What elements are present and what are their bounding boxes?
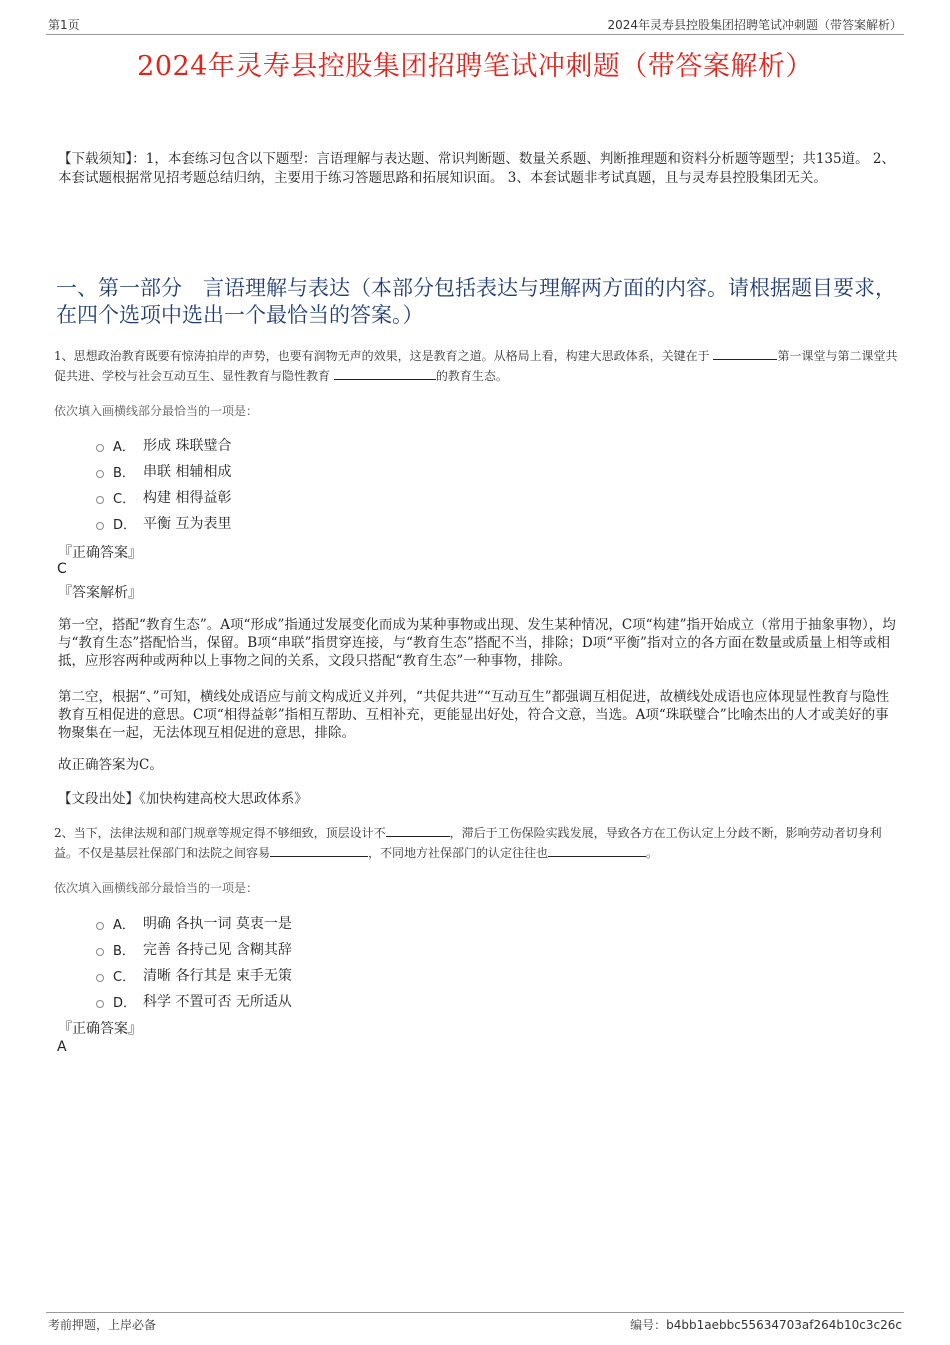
- q1-option-a[interactable]: [96, 432, 231, 458]
- q2-stem-part-d: 。: [646, 846, 659, 860]
- option-letter: D．: [113, 517, 137, 533]
- section-heading: 一、第一部分 言语理解与表达（本部分包括表达与理解两方面的内容。请根据题目要求，在四个选项中选出一个最恰当的答案。）: [56, 276, 896, 327]
- question-2-stem: [54, 823, 898, 863]
- q1-analysis-label: 『答案解析』: [58, 585, 142, 601]
- q2-prompt: 依次填入画横线部分最恰当的一项是：: [54, 881, 259, 895]
- header-doc-title: 2024年灵寿县控股集团招聘笔试冲刺题（带答案解析）: [607, 18, 902, 32]
- radio-icon[interactable]: [96, 1000, 104, 1008]
- q2-blank-2: [270, 843, 368, 857]
- q1-prompt: 依次填入画横线部分最恰当的一项是：: [54, 404, 259, 418]
- option-letter: D．: [113, 995, 137, 1011]
- q1-stem-part-b: 第一课堂与第二课堂共促共进、学校与社会互动互生、显性教育与隐性教育: [54, 349, 898, 383]
- q2-stem-part-b: ，滞后于工伤保险实践发展，导致各方在工伤认定上分歧不断，影响劳动者切身利益。不仅是基层社保部门和法院之间容易: [54, 826, 882, 860]
- q1-source: 【文段出处】《加快构建高校大思政体系》: [58, 791, 308, 807]
- radio-icon[interactable]: [96, 496, 104, 504]
- q2-option-a[interactable]: [96, 910, 292, 936]
- option-text: 清晰 各行其是 束手无策: [143, 968, 292, 984]
- option-text: 串联 相辅相成: [143, 464, 232, 480]
- option-text: 科学 不置可否 无所适从: [143, 994, 292, 1010]
- option-text: 明确 各执一词 莫衷一是: [143, 916, 292, 932]
- option-text: 构建 相得益彰: [143, 490, 232, 506]
- option-letter: A．: [113, 439, 135, 455]
- option-letter: C．: [113, 491, 136, 507]
- q2-blank-3: [548, 843, 646, 857]
- option-text: 平衡 互为表里: [143, 516, 232, 532]
- radio-icon[interactable]: [96, 444, 104, 452]
- q1-conclusion: 故正确答案为C。: [58, 757, 163, 773]
- q1-blank-1: [713, 346, 777, 360]
- q1-options: [96, 432, 231, 536]
- q1-analysis-paragraph-2: 第二空，根据“、”可知，横线处成语应与前文构成近义并列，“共促共进”“互动互生”都强调互相促进，故横线处成语也应体现显性教育与隐性教育互相促进的意思。C项“相得益彰”指相互帮助、互相补充，更能显出好处，符合文意，当选。A项“珠联璧合”比喻杰出的人才或美好的事物聚集在一起，无法体现互相促进的意思，排除。: [58, 689, 890, 741]
- option-letter: B．: [113, 943, 135, 959]
- page-title: 2024年灵寿县控股集团招聘笔试冲刺题（带答案解析）: [137, 51, 813, 82]
- q1-answer: C: [57, 561, 67, 577]
- q1-stem-part-c: 的教育生态。: [435, 369, 508, 383]
- option-letter: C．: [113, 969, 136, 985]
- radio-icon[interactable]: [96, 470, 104, 478]
- q2-options: [96, 910, 292, 1014]
- question-1-stem: [54, 346, 898, 386]
- option-text: 完善 各持己见 含糊其辞: [143, 942, 292, 958]
- option-letter: A．: [113, 917, 135, 933]
- option-letter: B．: [113, 465, 135, 481]
- q1-option-d[interactable]: [96, 510, 231, 536]
- radio-icon[interactable]: [96, 948, 104, 956]
- radio-icon[interactable]: [96, 974, 104, 982]
- radio-icon[interactable]: [96, 522, 104, 530]
- q2-answer: A: [57, 1039, 67, 1055]
- download-notice: 【下载须知】：1，本套练习包含以下题型：言语理解与表达题、常识判断题、数量关系题、判断推理题和资料分析题等题型；共135道。 2、本套试题根据常见招考题总结归纳，主要用于练习答题思路和拓展知识面。 3、本套试题非考试真题，且与灵寿县控股集团无关。: [58, 151, 895, 186]
- q1-option-b[interactable]: [96, 458, 231, 484]
- q2-blank-1: [386, 823, 450, 837]
- page-footer: [46, 1312, 904, 1335]
- footer-code-label: 编号：: [630, 1318, 667, 1332]
- q2-answer-label: 『正确答案』: [58, 1021, 142, 1037]
- footer-code-value: b4bb1aebbc55634703af264b10c3c26c: [666, 1318, 902, 1332]
- option-text: 形成 珠联璧合: [143, 438, 232, 454]
- page-header: [46, 14, 904, 35]
- q1-blank-2: [334, 366, 436, 380]
- q1-analysis-paragraph-1: 第一空，搭配“教育生态”。A项“形成”指通过发展变化而成为某种事物或出现、发生某种情况，C项“构建”指开始成立（常用于抽象事物），均与“教育生态”搭配恰当，保留。B项“串联”指贯穿连接，与“教育生态”搭配不当，排除；D项“平衡”指对立的各方面在数量或质量上相等或相抵，应形容两种或两种以上事物之间的关系，文段只搭配“教育生态”一种事物，排除。: [58, 617, 896, 669]
- footer-slogan: 考前押题，上岸必备: [48, 1318, 157, 1332]
- footer-code: [630, 1316, 902, 1333]
- page-number: 第1页: [48, 18, 80, 32]
- q1-option-c[interactable]: [96, 484, 231, 510]
- radio-icon[interactable]: [96, 922, 104, 930]
- q2-option-d[interactable]: [96, 988, 292, 1014]
- q1-stem-part-a: 1、思想政治教育既要有惊涛拍岸的声势，也要有润物无声的效果，这是教育之道。从格局上看，构建大思政体系，关键在于: [54, 349, 710, 363]
- q1-answer-label: 『正确答案』: [58, 545, 142, 561]
- q2-stem-part-a: 2、当下，法律法规和部门规章等规定得不够细致，顶层设计不: [54, 826, 386, 840]
- q2-stem-part-c: ，不同地方社保部门的认定往往也: [368, 846, 549, 860]
- q2-option-c[interactable]: [96, 962, 292, 988]
- q2-option-b[interactable]: [96, 936, 292, 962]
